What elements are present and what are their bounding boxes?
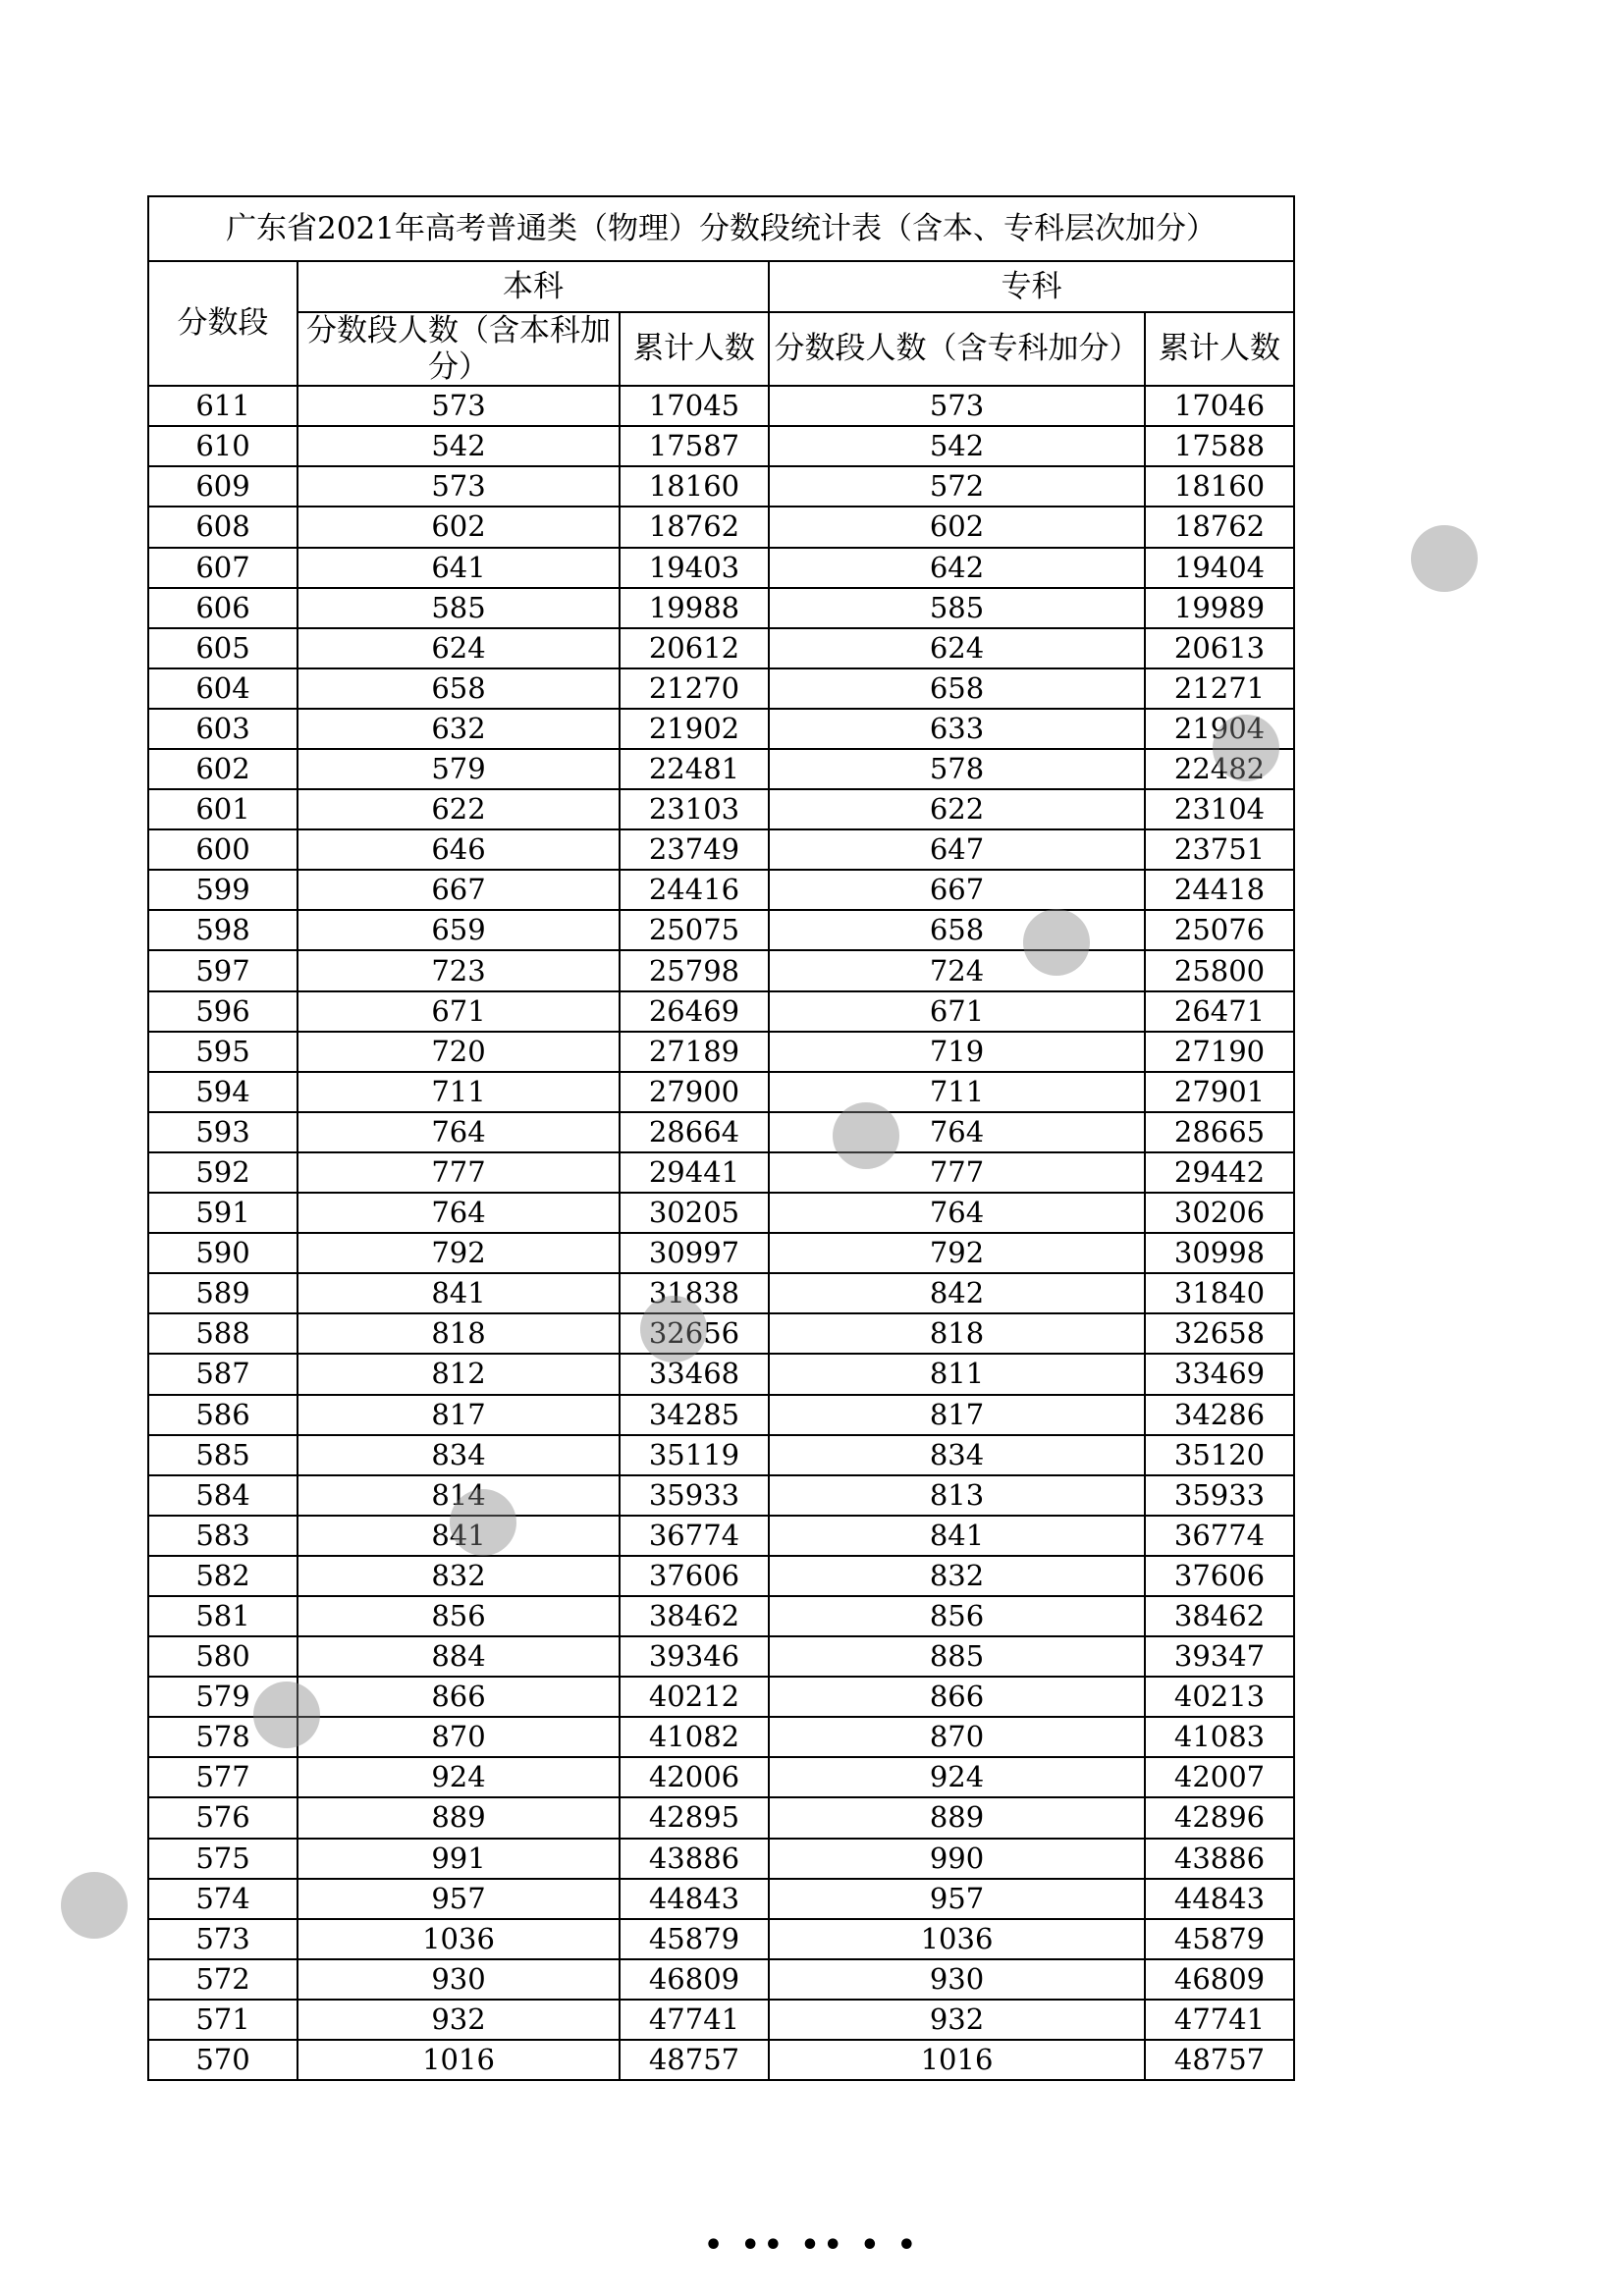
zhuanke-count-cell: 832	[769, 1556, 1145, 1596]
table-row	[148, 548, 1294, 588]
zhuanke-count-cell: 633	[769, 709, 1145, 749]
table-row	[148, 1919, 1294, 1959]
zhuanke-cumulative-cell: 17588	[1145, 426, 1294, 466]
benke-count-cell: 659	[298, 910, 620, 950]
gray-dot-marker	[1411, 525, 1478, 592]
zhuanke-count-cell: 542	[769, 426, 1145, 466]
benke-cumulative-cell: 43886	[620, 1839, 769, 1879]
benke-cumulative-cell: 41082	[620, 1717, 769, 1757]
benke-count-cell: 932	[298, 2000, 620, 2040]
zhuanke-cumulative-cell: 35120	[1145, 1435, 1294, 1475]
table-row	[148, 1475, 1294, 1516]
benke-count-cell: 723	[298, 950, 620, 990]
table-row	[148, 1556, 1294, 1596]
benke-group-header: 本科	[298, 261, 769, 312]
table-body	[148, 386, 1294, 2080]
benke-count-cell: 1036	[298, 1919, 620, 1959]
benke-cumulative-cell: 40212	[620, 1677, 769, 1717]
benke-cumulative-cell: 46809	[620, 1959, 769, 2000]
gray-dot-marker	[253, 1682, 320, 1748]
zhuanke-cumulative-cell: 23104	[1145, 789, 1294, 829]
zhuanke-cumulative-cell: 21904	[1145, 709, 1294, 749]
benke-cumulative-cell: 30997	[620, 1233, 769, 1273]
benke-count-cell: 573	[298, 386, 620, 426]
benke-cumulative-cell: 20612	[620, 628, 769, 668]
zhuanke-cumulative-cell: 20613	[1145, 628, 1294, 668]
score-cell: 606	[148, 588, 298, 628]
benke-cumulative-cell: 39346	[620, 1636, 769, 1677]
table-row	[148, 507, 1294, 547]
zhuanke-cumulative-cell: 23751	[1145, 829, 1294, 870]
benke-cumulative-header: 累计人数	[620, 312, 769, 386]
benke-cumulative-cell: 44843	[620, 1879, 769, 1919]
table-row	[148, 1112, 1294, 1152]
zhuanke-count-cell: 889	[769, 1797, 1145, 1838]
table-row	[148, 426, 1294, 466]
table-row	[148, 1273, 1294, 1313]
zhuanke-cumulative-cell: 29442	[1145, 1152, 1294, 1193]
benke-count-cell: 870	[298, 1717, 620, 1757]
benke-count-cell: 777	[298, 1152, 620, 1193]
benke-cumulative-cell: 23103	[620, 789, 769, 829]
score-column-header: 分数段	[148, 261, 298, 386]
benke-count-cell: 841	[298, 1273, 620, 1313]
table-row	[148, 1313, 1294, 1354]
score-cell: 599	[148, 870, 298, 910]
benke-cumulative-cell: 21270	[620, 668, 769, 709]
benke-cumulative-cell: 18160	[620, 466, 769, 507]
benke-count-cell: 632	[298, 709, 620, 749]
benke-cumulative-cell: 35933	[620, 1475, 769, 1516]
benke-cumulative-cell: 36774	[620, 1516, 769, 1556]
benke-cumulative-cell: 45879	[620, 1919, 769, 1959]
score-cell: 592	[148, 1152, 298, 1193]
score-cell: 576	[148, 1797, 298, 1838]
zhuanke-cumulative-cell: 18160	[1145, 466, 1294, 507]
zhuanke-count-cell: 866	[769, 1677, 1145, 1717]
table-row	[148, 1636, 1294, 1677]
zhuanke-cumulative-cell: 42896	[1145, 1797, 1294, 1838]
zhuanke-count-cell: 622	[769, 789, 1145, 829]
table-row	[148, 1757, 1294, 1797]
zhuanke-count-cell: 834	[769, 1435, 1145, 1475]
benke-count-cell: 671	[298, 991, 620, 1032]
zhuanke-count-cell: 990	[769, 1839, 1145, 1879]
score-cell: 587	[148, 1354, 298, 1394]
table-row	[148, 588, 1294, 628]
benke-count-cell: 924	[298, 1757, 620, 1797]
table-row	[148, 1354, 1294, 1394]
table-row	[148, 1677, 1294, 1717]
benke-count-cell: 856	[298, 1596, 620, 1636]
zhuanke-count-cell: 957	[769, 1879, 1145, 1919]
zhuanke-count-cell: 658	[769, 668, 1145, 709]
score-cell: 585	[148, 1435, 298, 1475]
benke-cumulative-cell: 28664	[620, 1112, 769, 1152]
benke-cumulative-cell: 48757	[620, 2040, 769, 2080]
zhuanke-cumulative-cell: 28665	[1145, 1112, 1294, 1152]
zhuanke-count-cell: 870	[769, 1717, 1145, 1757]
benke-count-cell: 812	[298, 1354, 620, 1394]
benke-cumulative-cell: 42006	[620, 1757, 769, 1797]
benke-cumulative-cell: 37606	[620, 1556, 769, 1596]
table-row	[148, 668, 1294, 709]
zhuanke-cumulative-cell: 30206	[1145, 1193, 1294, 1233]
benke-count-cell: 624	[298, 628, 620, 668]
gray-dot-marker	[450, 1489, 516, 1556]
zhuanke-count-cell: 578	[769, 749, 1145, 789]
zhuanke-cumulative-cell: 27190	[1145, 1032, 1294, 1072]
table-row	[148, 2040, 1294, 2080]
score-cell: 604	[148, 668, 298, 709]
benke-cumulative-cell: 31838	[620, 1273, 769, 1313]
benke-count-cell: 817	[298, 1395, 620, 1435]
score-cell: 583	[148, 1516, 298, 1556]
benke-cumulative-cell: 25075	[620, 910, 769, 950]
benke-count-cell: 834	[298, 1435, 620, 1475]
score-distribution-table	[147, 195, 1295, 2081]
benke-count-cell: 667	[298, 870, 620, 910]
table-row	[148, 1797, 1294, 1838]
benke-cumulative-cell: 30205	[620, 1193, 769, 1233]
score-cell: 597	[148, 950, 298, 990]
gray-dot-marker	[61, 1872, 128, 1939]
zhuanke-cumulative-cell: 21271	[1145, 668, 1294, 709]
zhuanke-count-cell: 624	[769, 628, 1145, 668]
score-cell: 610	[148, 426, 298, 466]
score-cell: 590	[148, 1233, 298, 1273]
benke-count-cell: 542	[298, 426, 620, 466]
benke-count-cell: 622	[298, 789, 620, 829]
benke-count-header: 分数段人数（含本科加分）	[298, 312, 620, 386]
score-cell: 579	[148, 1677, 298, 1717]
table-row	[148, 1233, 1294, 1273]
table-row	[148, 1516, 1294, 1556]
table-row	[148, 749, 1294, 789]
zhuanke-count-cell: 724	[769, 950, 1145, 990]
benke-count-cell: 991	[298, 1839, 620, 1879]
zhuanke-count-cell: 667	[769, 870, 1145, 910]
zhuanke-count-cell: 764	[769, 1112, 1145, 1152]
benke-cumulative-cell: 17587	[620, 426, 769, 466]
score-cell: 570	[148, 2040, 298, 2080]
zhuanke-count-cell: 642	[769, 548, 1145, 588]
zhuanke-count-cell: 841	[769, 1516, 1145, 1556]
zhuanke-cumulative-cell: 35933	[1145, 1475, 1294, 1516]
benke-cumulative-cell: 27189	[620, 1032, 769, 1072]
zhuanke-cumulative-cell: 19404	[1145, 548, 1294, 588]
zhuanke-cumulative-cell: 46809	[1145, 1959, 1294, 2000]
score-cell: 593	[148, 1112, 298, 1152]
score-cell: 595	[148, 1032, 298, 1072]
zhuanke-count-cell: 924	[769, 1757, 1145, 1797]
zhuanke-count-cell: 777	[769, 1152, 1145, 1193]
zhuanke-cumulative-cell: 43886	[1145, 1839, 1294, 1879]
table-row	[148, 870, 1294, 910]
zhuanke-count-cell: 658	[769, 910, 1145, 950]
zhuanke-count-cell: 811	[769, 1354, 1145, 1394]
table-row	[148, 1435, 1294, 1475]
table-row	[148, 950, 1294, 990]
benke-cumulative-cell: 19988	[620, 588, 769, 628]
score-cell: 574	[148, 1879, 298, 1919]
benke-count-cell: 841	[298, 1516, 620, 1556]
score-cell: 586	[148, 1395, 298, 1435]
benke-count-cell: 658	[298, 668, 620, 709]
zhuanke-count-cell: 572	[769, 466, 1145, 507]
zhuanke-count-cell: 932	[769, 2000, 1145, 2040]
score-cell: 603	[148, 709, 298, 749]
score-cell: 591	[148, 1193, 298, 1233]
benke-cumulative-cell: 27900	[620, 1072, 769, 1112]
score-cell: 589	[148, 1273, 298, 1313]
zhuanke-cumulative-cell: 40213	[1145, 1677, 1294, 1717]
zhuanke-count-cell: 856	[769, 1596, 1145, 1636]
zhuanke-cumulative-cell: 34286	[1145, 1395, 1294, 1435]
table-row	[148, 789, 1294, 829]
score-cell: 573	[148, 1919, 298, 1959]
benke-count-cell: 585	[298, 588, 620, 628]
zhuanke-cumulative-cell: 33469	[1145, 1354, 1294, 1394]
zhuanke-cumulative-cell: 18762	[1145, 507, 1294, 547]
benke-count-cell: 646	[298, 829, 620, 870]
zhuanke-cumulative-cell: 41083	[1145, 1717, 1294, 1757]
benke-cumulative-cell: 18762	[620, 507, 769, 547]
score-cell: 584	[148, 1475, 298, 1516]
zhuanke-cumulative-cell: 24418	[1145, 870, 1294, 910]
zhuanke-cumulative-cell: 26471	[1145, 991, 1294, 1032]
table-row	[148, 1072, 1294, 1112]
benke-cumulative-cell: 26469	[620, 991, 769, 1032]
benke-count-cell: 866	[298, 1677, 620, 1717]
benke-cumulative-cell: 47741	[620, 2000, 769, 2040]
table-row	[148, 466, 1294, 507]
zhuanke-cumulative-cell: 37606	[1145, 1556, 1294, 1596]
benke-count-cell: 711	[298, 1072, 620, 1112]
zhuanke-count-cell: 719	[769, 1032, 1145, 1072]
benke-cumulative-cell: 32656	[620, 1313, 769, 1354]
table-title: 广东省2021年高考普通类（物理）分数段统计表（含本、专科层次加分）	[148, 196, 1294, 261]
benke-cumulative-cell: 25798	[620, 950, 769, 990]
score-cell: 596	[148, 991, 298, 1032]
score-cell: 594	[148, 1072, 298, 1112]
score-cell: 581	[148, 1596, 298, 1636]
score-cell: 572	[148, 1959, 298, 2000]
benke-count-cell: 884	[298, 1636, 620, 1677]
table-row	[148, 709, 1294, 749]
score-cell: 611	[148, 386, 298, 426]
benke-count-cell: 814	[298, 1475, 620, 1516]
zhuanke-count-cell: 818	[769, 1313, 1145, 1354]
zhuanke-cumulative-cell: 27901	[1145, 1072, 1294, 1112]
benke-count-cell: 818	[298, 1313, 620, 1354]
benke-count-cell: 720	[298, 1032, 620, 1072]
zhuanke-cumulative-cell: 32658	[1145, 1313, 1294, 1354]
benke-cumulative-cell: 33468	[620, 1354, 769, 1394]
table-row	[148, 1717, 1294, 1757]
score-cell: 588	[148, 1313, 298, 1354]
gray-dot-marker	[1213, 715, 1279, 781]
zhuanke-count-cell: 1036	[769, 1919, 1145, 1959]
table-row	[148, 628, 1294, 668]
benke-cumulative-cell: 35119	[620, 1435, 769, 1475]
zhuanke-count-cell: 930	[769, 1959, 1145, 2000]
zhuanke-count-cell: 671	[769, 991, 1145, 1032]
zhuanke-cumulative-header: 累计人数	[1145, 312, 1294, 386]
score-cell: 571	[148, 2000, 298, 2040]
table-row	[148, 1193, 1294, 1233]
table-row	[148, 1152, 1294, 1193]
score-cell: 582	[148, 1556, 298, 1596]
zhuanke-cumulative-cell: 22482	[1145, 749, 1294, 789]
score-cell: 607	[148, 548, 298, 588]
zhuanke-cumulative-cell: 19989	[1145, 588, 1294, 628]
score-cell: 600	[148, 829, 298, 870]
zhuanke-count-cell: 764	[769, 1193, 1145, 1233]
table-row	[148, 386, 1294, 426]
benke-count-cell: 957	[298, 1879, 620, 1919]
benke-count-cell: 889	[298, 1797, 620, 1838]
zhuanke-count-cell: 647	[769, 829, 1145, 870]
benke-count-cell: 930	[298, 1959, 620, 2000]
benke-count-cell: 792	[298, 1233, 620, 1273]
table-row	[148, 991, 1294, 1032]
zhuanke-count-cell: 1016	[769, 2040, 1145, 2080]
zhuanke-cumulative-cell: 44843	[1145, 1879, 1294, 1919]
gray-dot-marker	[640, 1296, 707, 1362]
zhuanke-cumulative-cell: 38462	[1145, 1596, 1294, 1636]
zhuanke-count-cell: 792	[769, 1233, 1145, 1273]
zhuanke-cumulative-cell: 25076	[1145, 910, 1294, 950]
zhuanke-cumulative-cell: 30998	[1145, 1233, 1294, 1273]
score-cell: 580	[148, 1636, 298, 1677]
benke-count-cell: 641	[298, 548, 620, 588]
table-row	[148, 1839, 1294, 1879]
benke-count-cell: 832	[298, 1556, 620, 1596]
score-cell: 578	[148, 1717, 298, 1757]
benke-count-cell: 573	[298, 466, 620, 507]
benke-cumulative-cell: 24416	[620, 870, 769, 910]
zhuanke-cumulative-cell: 36774	[1145, 1516, 1294, 1556]
table-row	[148, 829, 1294, 870]
table-row	[148, 1395, 1294, 1435]
score-cell: 609	[148, 466, 298, 507]
zhuanke-cumulative-cell: 17046	[1145, 386, 1294, 426]
benke-cumulative-cell: 21902	[620, 709, 769, 749]
zhuanke-count-cell: 585	[769, 588, 1145, 628]
zhuanke-count-cell: 573	[769, 386, 1145, 426]
zhuanke-count-cell: 602	[769, 507, 1145, 547]
zhuanke-count-cell: 817	[769, 1395, 1145, 1435]
table-row	[148, 910, 1294, 950]
gray-dot-marker	[1023, 909, 1090, 976]
table-row	[148, 1959, 1294, 2000]
benke-cumulative-cell: 38462	[620, 1596, 769, 1636]
benke-count-cell: 764	[298, 1112, 620, 1152]
benke-count-cell: 1016	[298, 2040, 620, 2080]
benke-cumulative-cell: 17045	[620, 386, 769, 426]
zhuanke-cumulative-cell: 47741	[1145, 2000, 1294, 2040]
footer-dots: • •• •• • •	[703, 2228, 920, 2263]
score-cell: 601	[148, 789, 298, 829]
zhuanke-count-cell: 885	[769, 1636, 1145, 1677]
benke-cumulative-cell: 22481	[620, 749, 769, 789]
zhuanke-cumulative-cell: 25800	[1145, 950, 1294, 990]
gray-dot-marker	[833, 1102, 899, 1169]
table-row	[148, 2000, 1294, 2040]
table-row	[148, 1879, 1294, 1919]
table-row	[148, 1032, 1294, 1072]
benke-cumulative-cell: 34285	[620, 1395, 769, 1435]
score-cell: 577	[148, 1757, 298, 1797]
score-cell: 598	[148, 910, 298, 950]
score-cell: 608	[148, 507, 298, 547]
benke-count-cell: 764	[298, 1193, 620, 1233]
zhuanke-cumulative-cell: 42007	[1145, 1757, 1294, 1797]
score-cell: 602	[148, 749, 298, 789]
zhuanke-count-cell: 813	[769, 1475, 1145, 1516]
benke-cumulative-cell: 29441	[620, 1152, 769, 1193]
zhuanke-count-cell: 711	[769, 1072, 1145, 1112]
benke-cumulative-cell: 42895	[620, 1797, 769, 1838]
zhuanke-group-header: 专科	[769, 261, 1294, 312]
zhuanke-count-header: 分数段人数（含专科加分）	[769, 312, 1145, 386]
zhuanke-count-cell: 842	[769, 1273, 1145, 1313]
zhuanke-cumulative-cell: 31840	[1145, 1273, 1294, 1313]
benke-count-cell: 579	[298, 749, 620, 789]
benke-cumulative-cell: 23749	[620, 829, 769, 870]
table-row	[148, 1596, 1294, 1636]
score-cell: 605	[148, 628, 298, 668]
score-cell: 575	[148, 1839, 298, 1879]
benke-count-cell: 602	[298, 507, 620, 547]
zhuanke-cumulative-cell: 48757	[1145, 2040, 1294, 2080]
zhuanke-cumulative-cell: 39347	[1145, 1636, 1294, 1677]
zhuanke-cumulative-cell: 45879	[1145, 1919, 1294, 1959]
benke-cumulative-cell: 19403	[620, 548, 769, 588]
